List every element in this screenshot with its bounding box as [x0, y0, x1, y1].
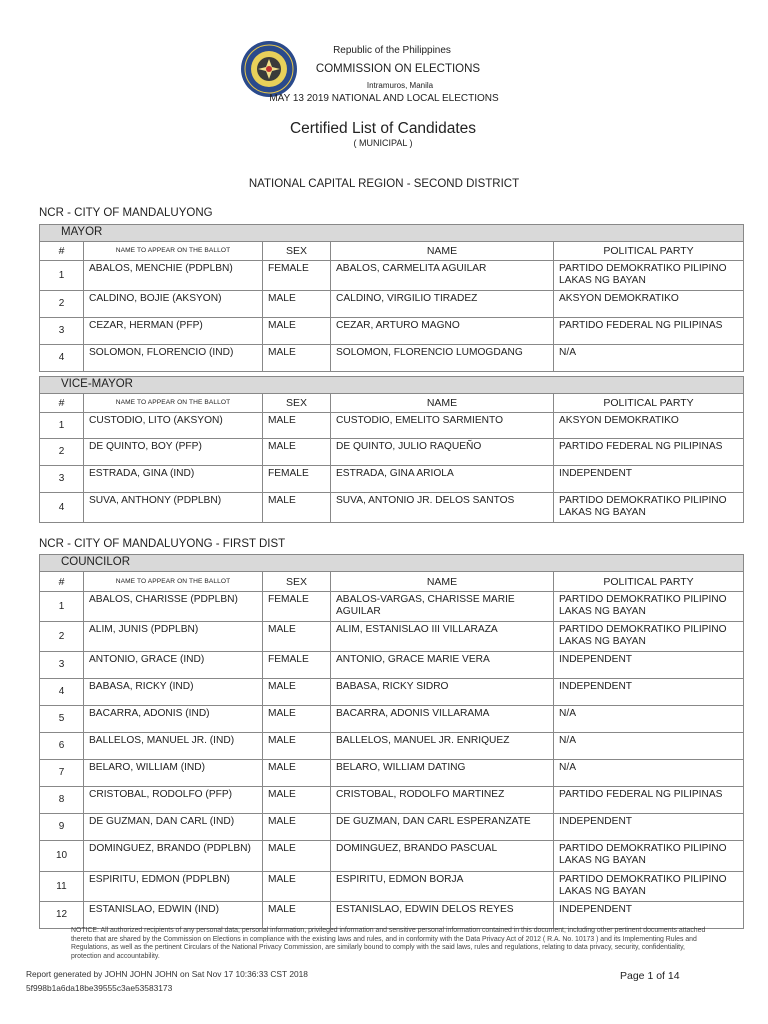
councilor-table	[39, 554, 744, 929]
col-party: POLITICAL PARTY	[554, 572, 744, 592]
table-row: 3 ESTRADA, GINA (IND) FEMALE ESTRADA, GINA ARIOLA INDEPENDENT	[40, 466, 744, 493]
region-heading: NATIONAL CAPITAL REGION - SECOND DISTRICT	[248, 178, 520, 190]
election-label: MAY 13 2019 NATIONAL AND LOCAL ELECTIONS	[269, 93, 499, 104]
privacy-notice: NOTICE: All authorized recipients of any personal data, personal information, privileged information and sensitive personal information contained in this document, including other pertinent documents attached thereto that are shared by the Commission on Elections in compliance with the existing laws and rules, and in conformity with the Data Privacy Act of 2012 ( R.A. No. 10173 ) and its Implementing Rules and Regulations, as well as the pertinent Circulars of the National Privacy Commission, are similarly bound to comply with the said laws, rules and regulations, relating to data privacy, security, confidentiality, protection and accountability.	[71, 927, 706, 960]
col-name: NAME	[331, 394, 554, 413]
table-row: 6 BALLELOS, MANUEL JR. (IND) MALE BALLELOS, MANUEL JR. ENRIQUEZ N/A	[40, 733, 744, 760]
report-generated-text: Report generated by JOHN JOHN JOHN on Sat Nov 17 10:36:33 CST 2018	[26, 969, 308, 979]
republic-label: Republic of the Philippines	[333, 45, 451, 56]
col-num: #	[40, 572, 84, 592]
col-ballot-name: NAME TO APPEAR ON THE BALLOT	[84, 572, 263, 592]
col-num: #	[40, 394, 84, 413]
table-row: 4 SUVA, ANTHONY (PDPLBN) MALE SUVA, ANTONIO JR. DELOS SANTOS PARTIDO DEMOKRATIKO PILIPINO LAKAS NG BAYAN	[40, 493, 744, 523]
col-sex: SEX	[263, 394, 331, 413]
table-row: 4 SOLOMON, FLORENCIO (IND) MALE SOLOMON, FLORENCIO LUMOGDANG N/A	[40, 345, 744, 372]
mayor-table	[39, 224, 744, 372]
commission-label: COMMISSION ON ELECTIONS	[315, 63, 481, 75]
col-ballot-name: NAME TO APPEAR ON THE BALLOT	[84, 242, 263, 261]
table-row: 4 BABASA, RICKY (IND) MALE BABASA, RICKY SIDRO INDEPENDENT	[40, 679, 744, 706]
col-party: POLITICAL PARTY	[554, 242, 744, 261]
col-num: #	[40, 242, 84, 261]
table-row: 8 CRISTOBAL, RODOLFO (PFP) MALE CRISTOBAL, RODOLFO MARTINEZ PARTIDO FEDERAL NG PILIPINAS	[40, 787, 744, 814]
table-row: 7 BELARO, WILLIAM (IND) MALE BELARO, WILLIAM DATING N/A	[40, 760, 744, 787]
report-hash: 5f998b1a6da18be39555c3ae53583173	[26, 983, 173, 993]
table-row: 3 CEZAR, HERMAN (PFP) MALE CEZAR, ARTURO MAGNO PARTIDO FEDERAL NG PILIPINAS	[40, 318, 744, 345]
col-name: NAME	[331, 572, 554, 592]
col-sex: SEX	[263, 242, 331, 261]
col-ballot-name: NAME TO APPEAR ON THE BALLOT	[84, 394, 263, 413]
position-header: VICE-MAYOR	[40, 377, 744, 394]
table-row: 2 CALDINO, BOJIE (AKSYON) MALE CALDINO, VIRGILIO TIRADEZ AKSYON DEMOKRATIKO	[40, 291, 744, 318]
table-row: 10 DOMINGUEZ, BRANDO (PDPLBN) MALE DOMINGUEZ, BRANDO PASCUAL PARTIDO DEMOKRATIKO PILIPINO LAKAS NG BAYAN	[40, 841, 744, 872]
position-header: COUNCILOR	[40, 555, 744, 572]
page-subtitle: ( MUNICIPAL )	[353, 138, 413, 148]
table-row: 1 ABALOS, MENCHIE (PDPLBN) FEMALE ABALOS, CARMELITA AGUILAR PARTIDO DEMOKRATIKO PILIPINO LAKAS NG BAYAN	[40, 261, 744, 291]
section-title: NCR - CITY OF MANDALUYONG	[39, 207, 213, 219]
table-row: 1 ABALOS, CHARISSE (PDPLBN) FEMALE ABALOS-VARGAS, CHARISSE MARIE AGUILAR PARTIDO DEMOKRATIKO PILIPINO LAKAS NG BAYAN	[40, 592, 744, 622]
table-row: 2 ALIM, JUNIS (PDPLBN) MALE ALIM, ESTANISLAO III VILLARAZA PARTIDO DEMOKRATIKO PILIPINO LAKAS NG BAYAN	[40, 622, 744, 652]
vice-mayor-table	[39, 376, 744, 523]
table-row: 12 ESTANISLAO, EDWIN (IND) MALE ESTANISLAO, EDWIN DELOS REYES INDEPENDENT	[40, 902, 744, 929]
col-name: NAME	[331, 242, 554, 261]
col-sex: SEX	[263, 572, 331, 592]
location-label: Intramuros, Manila	[366, 81, 434, 90]
table-row: 2 DE QUINTO, BOY (PFP) MALE DE QUINTO, JULIO RAQUEÑO PARTIDO FEDERAL NG PILIPINAS	[40, 439, 744, 466]
table-row: 9 DE GUZMAN, DAN CARL (IND) MALE DE GUZMAN, DAN CARL ESPERANZATE INDEPENDENT	[40, 814, 744, 841]
section-title: NCR - CITY OF MANDALUYONG - FIRST DIST	[39, 538, 286, 550]
table-row: 5 BACARRA, ADONIS (IND) MALE BACARRA, ADONIS VILLARAMA N/A	[40, 706, 744, 733]
position-header: MAYOR	[40, 225, 744, 242]
page-title: Certified List of Candidates	[289, 120, 477, 137]
table-row: 3 ANTONIO, GRACE (IND) FEMALE ANTONIO, GRACE MARIE VERA INDEPENDENT	[40, 652, 744, 679]
col-party: POLITICAL PARTY	[554, 394, 744, 413]
page-number: Page 1 of 14	[620, 970, 680, 982]
table-row: 11 ESPIRITU, EDMON (PDPLBN) MALE ESPIRITU, EDMON BORJA PARTIDO DEMOKRATIKO PILIPINO LAKAS NG BAYAN	[40, 872, 744, 902]
table-row: 1 CUSTODIO, LITO (AKSYON) MALE CUSTODIO, EMELITO SARMIENTO AKSYON DEMOKRATIKO	[40, 413, 744, 439]
